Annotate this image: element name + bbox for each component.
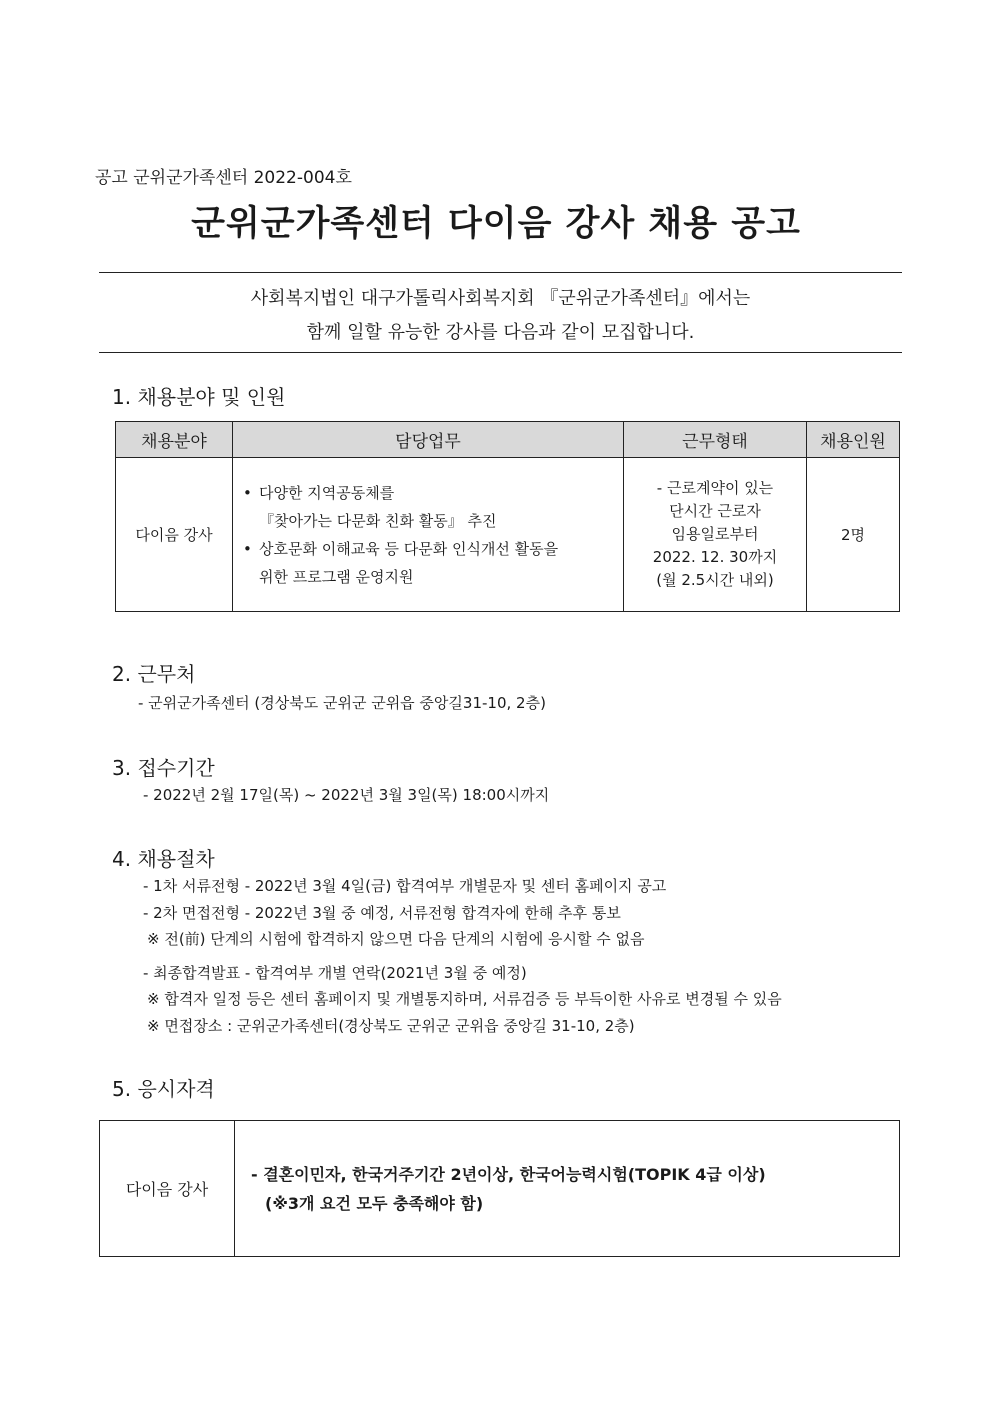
cell-field: 다이음 강사	[116, 458, 233, 612]
page-title: 군위군가족센터 다이음 강사 채용 공고	[191, 204, 801, 244]
qualification-row	[100, 1121, 900, 1257]
duty-1-line-2: 『찾아가는 다문화 친화 활동』 추진	[259, 511, 497, 530]
section2-heading: 2. 근무처	[112, 662, 196, 686]
duty-2-line-1: 상호문화 이해교육 등 다문화 인식개선 활동을	[259, 539, 559, 558]
notice-number: 공고 군위군가족센터 2022-004호	[95, 168, 352, 188]
section4-heading: 4. 채용절차	[112, 847, 215, 871]
cell-headcount: 2명	[807, 458, 900, 612]
header-duties: 담당업무	[233, 422, 624, 458]
recruit-table-header-row	[116, 422, 900, 458]
header-work-type: 근무형태	[624, 422, 807, 458]
procedure-note-1: ※ 전(前) 단계의 시험에 합격하지 않으면 다음 단계의 시험에 응시할 수 없음	[147, 930, 645, 948]
bullet-dot-icon: •	[243, 483, 252, 502]
header-headcount: 채용인원	[807, 422, 900, 458]
intro-bottom-divider	[99, 352, 902, 353]
section5-heading: 5. 응시자격	[112, 1077, 215, 1101]
procedure-step-1: - 1차 서류전형 - 2022년 3월 4일(금) 합격여부 개별문자 및 센터 홈페이지 공고	[143, 877, 667, 895]
work-type-line: 단시간 근로자	[669, 502, 761, 520]
requirement-line-2: (※3개 요건 모두 충족해야 함)	[265, 1193, 484, 1213]
procedure-step-2: - 2차 면접전형 - 2022년 3월 중 예정, 서류전형 합격자에 한해 추후 통보	[143, 904, 621, 922]
duty-item-2	[243, 535, 622, 563]
qualification-field: 다이음 강사	[100, 1121, 235, 1257]
work-type-line: (월 2.5시간 내외)	[656, 571, 774, 589]
work-type-line: 2022. 12. 30까지	[652, 548, 778, 566]
work-type-line: 임용일로부터	[671, 525, 759, 543]
intro-line-2: 함께 일할 유능한 강사를 다음과 같이 모집합니다.	[306, 322, 695, 343]
intro-top-divider	[99, 272, 902, 273]
duty-2-line-2: 위한 프로그램 운영지원	[259, 567, 414, 586]
qualification-requirements	[235, 1121, 900, 1257]
qualification-table	[99, 1120, 900, 1257]
cell-duties	[233, 458, 624, 612]
cell-work-type	[624, 458, 807, 612]
workplace-text: - 군위군가족센터 (경상북도 군위군 군위읍 중앙길31-10, 2층)	[138, 694, 546, 712]
bullet-dot-icon: •	[243, 539, 252, 558]
work-type-line: - 근로계약이 있는	[656, 479, 774, 497]
procedure-note-2: ※ 합격자 일정 등은 센터 홈페이지 및 개별통지하며, 서류검증 등 부득이한 사유로 변경될 수 있음	[147, 990, 782, 1008]
procedure-final: - 최종합격발표 - 합격여부 개별 연락(2021년 3월 중 예정)	[143, 964, 527, 982]
intro-line-1: 사회복지법인 대구가톨릭사회복지회 『군위군가족센터』에서는	[250, 288, 751, 309]
requirement-line-1: - 결혼이민자, 한국거주기간 2년이상, 한국어능력시험(TOPIK 4급 이상)	[251, 1164, 766, 1184]
procedure-note-3: ※ 면접장소 : 군위군가족센터(경상북도 군위군 군위읍 중앙길 31-10, 2층)	[147, 1017, 635, 1035]
section3-heading: 3. 접수기간	[112, 756, 215, 780]
duty-1-line-1: 다양한 지역공동체를	[259, 483, 395, 502]
application-period-text: - 2022년 2월 17일(목) ~ 2022년 3월 3일(목) 18:00시까지	[143, 786, 550, 804]
duty-item-1	[243, 479, 622, 507]
recruit-table	[115, 421, 900, 612]
header-field: 채용분야	[116, 422, 233, 458]
section1-heading: 1. 채용분야 및 인원	[112, 385, 286, 409]
recruit-table-row	[116, 458, 900, 612]
